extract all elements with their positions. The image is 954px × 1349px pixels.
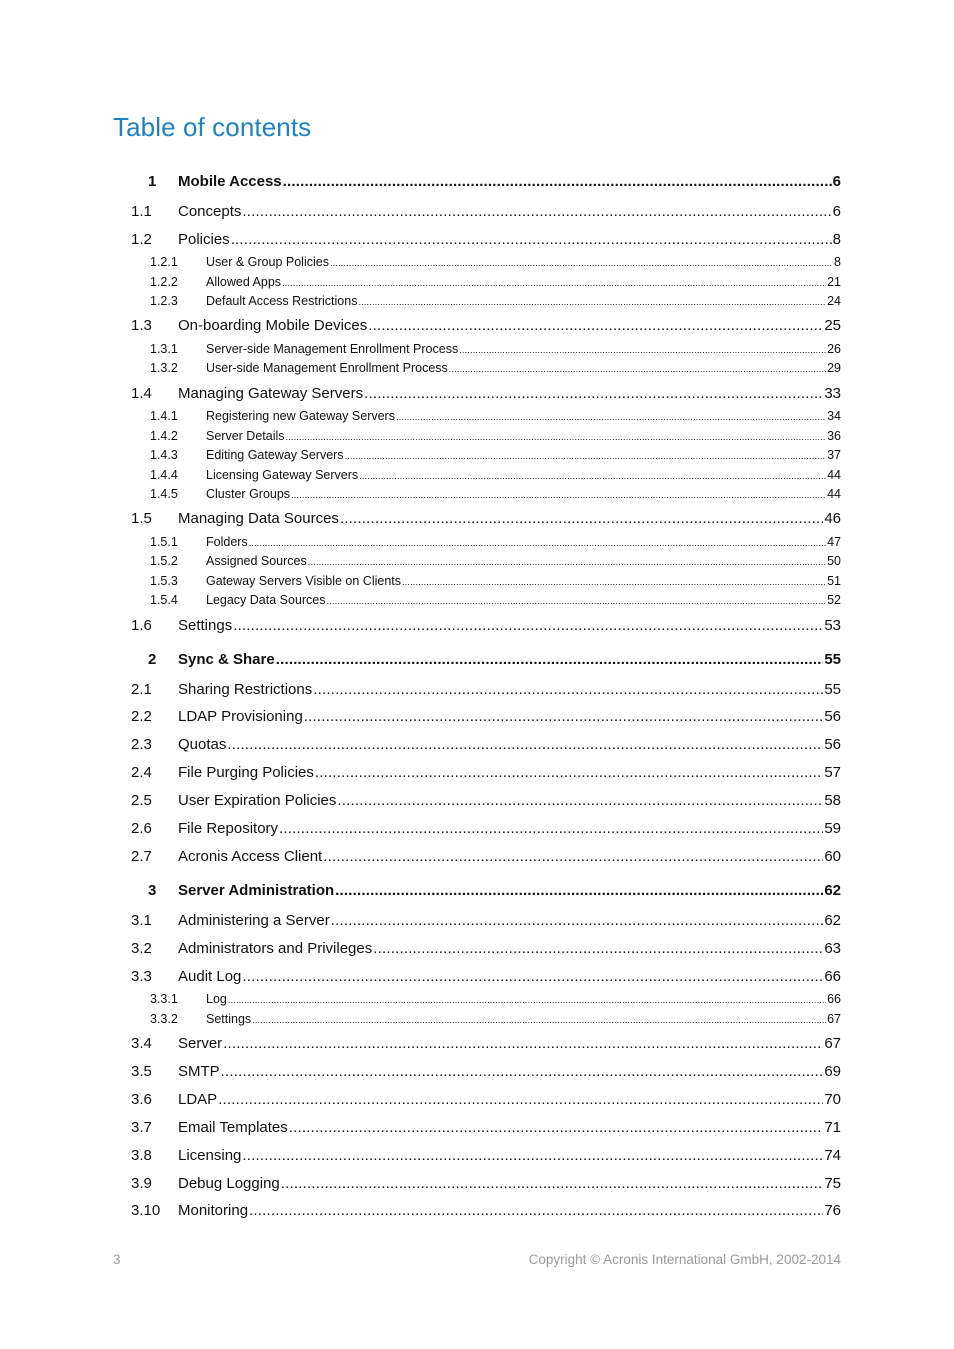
toc-dot-leader [218,1091,823,1108]
toc-entry-line [206,554,841,568]
toc-dot-leader [242,203,831,220]
toc-entry-title: Gateway Servers Visible on Clients [206,574,401,588]
toc-entry-number: 1.4.4 [150,468,178,482]
toc-entry-page: 26 [827,342,841,356]
toc-entry-page: 55 [824,681,841,698]
toc-entry-title: Sync & Share [178,651,275,668]
toc-entry[interactable] [0,275,954,295]
toc-entry[interactable] [0,468,954,488]
toc-entry-page: 75 [824,1175,841,1192]
toc-entry[interactable] [0,409,954,429]
toc-dot-leader [337,792,823,809]
toc-entry[interactable] [0,681,954,701]
toc-entry-title: SMTP [178,1063,220,1080]
toc-entry-title: Mobile Access [178,173,282,190]
toc-entry[interactable] [0,736,954,756]
toc-entry-number: 3.2 [131,940,152,957]
toc-entry-title: User Expiration Policies [178,792,337,809]
toc-dot-leader [304,708,824,725]
toc-entry[interactable] [0,1147,954,1167]
toc-entry-line [206,448,841,462]
toc-entry-number: 1.5.2 [150,554,178,568]
toc-entry-page: 8 [834,255,841,269]
toc-entry-page: 56 [824,708,841,725]
toc-dot-leader [242,1147,823,1164]
toc-entry-page: 74 [824,1147,841,1164]
toc-entry-line [178,1202,841,1219]
toc-entry-title: Managing Data Sources [178,510,339,527]
toc-entry-page: 33 [824,385,841,402]
toc-entry-page: 21 [827,275,841,289]
toc-dot-leader [283,173,832,190]
toc-entry-title: Acronis Access Client [178,848,323,865]
toc-dot-leader [223,1035,823,1052]
toc-entry[interactable] [0,820,954,840]
toc-entry-title: LDAP [178,1091,218,1108]
toc-entry-number: 1.3.1 [150,342,178,356]
toc-entry-number: 3.3.2 [150,1012,178,1026]
toc-entry-title: Administering a Server [178,912,330,929]
toc-entry[interactable] [0,940,954,960]
footer-copyright: Copyright © Acronis International GmbH, 2002-2014 [528,1252,841,1267]
toc-entry-page: 52 [827,593,841,607]
toc-dot-leader [340,510,823,527]
toc-entry-line [178,882,841,899]
toc-entry-title: Cluster Groups [206,487,291,501]
toc-dot-leader [282,278,826,288]
toc-dot-leader [281,1175,824,1192]
toc-entry-title: Monitoring [178,1202,249,1219]
toc-entry-number: 2.1 [131,681,152,698]
toc-entry-title: Server-side Management Enrollment Process [206,342,459,356]
toc-dot-leader [402,577,826,587]
toc-entry-page: 29 [827,361,841,375]
toc-entry-line [178,231,841,248]
toc-entry-title: Allowed Apps [206,275,282,289]
toc-entry[interactable] [0,203,954,223]
toc-entry-title: Concepts [178,203,242,220]
toc-entry-line [178,940,841,957]
toc-entry-page: 47 [827,535,841,549]
toc-entry-title: Legacy Data Sources [206,593,326,607]
toc-entry-title: Folders [206,535,248,549]
toc-entry-page: 66 [827,992,841,1006]
toc-entry-line [178,820,841,837]
toc-entry-number: 2.2 [131,708,152,725]
toc-entry-number: 1.1 [131,203,152,220]
toc-dot-leader [242,968,823,985]
toc-entry-page: 37 [827,448,841,462]
toc-entry-line [206,1012,841,1026]
toc-entry-title: Editing Gateway Servers [206,448,344,462]
toc-entry-page: 51 [827,574,841,588]
toc-entry-page: 24 [827,294,841,308]
toc-entry-line [178,317,841,334]
toc-entry-title: Sharing Restrictions [178,681,313,698]
toc-entry-number: 1.4.3 [150,448,178,462]
toc-entry-title: Debug Logging [178,1175,280,1192]
toc-entry-page: 8 [832,231,841,248]
toc-entry[interactable] [0,1035,954,1055]
toc-entry[interactable] [0,593,954,613]
toc-entry-line [178,968,841,985]
toc-entry-number: 1.6 [131,617,152,634]
toc-entry[interactable] [0,1012,954,1032]
toc-entry-page: 25 [824,317,841,334]
toc-entry-line [206,574,841,588]
toc-entry-number: 3.9 [131,1175,152,1192]
toc-entry-title: Registering new Gateway Servers [206,409,395,423]
toc-entry-line [178,651,841,668]
toc-entry-title: Settings [206,1012,252,1026]
toc-entry[interactable] [0,385,954,405]
toc-dot-leader [449,364,826,374]
toc-entry-number: 2.6 [131,820,152,837]
toc-entry[interactable] [0,448,954,468]
toc-entry-page: 69 [824,1063,841,1080]
toc-entry-line [206,992,841,1006]
toc-entry-title: Log [206,992,227,1006]
toc-entry-number: 3.8 [131,1147,152,1164]
toc-entry-title: Default Access Restrictions [206,294,358,308]
toc-entry[interactable] [0,342,954,362]
toc-entry-number: 3.1 [131,912,152,929]
toc-dot-leader [327,596,827,606]
toc-entry-number: 3.3 [131,968,152,985]
toc-dot-leader [345,451,827,461]
toc-entry-line [178,1091,841,1108]
toc-entry-number: 3.6 [131,1091,152,1108]
toc-entry-line [178,510,841,527]
toc-entry-number: 3.7 [131,1119,152,1136]
toc-entry[interactable] [0,1175,954,1195]
toc-entry[interactable] [0,708,954,728]
toc-dot-leader [279,820,823,837]
toc-entry-title: Policies [178,231,230,248]
toc-dot-leader [252,1015,826,1025]
toc-entry[interactable] [0,1119,954,1139]
toc-entry-line [178,1175,841,1192]
toc-entry-page: 62 [824,882,841,899]
toc-entry-number: 3.4 [131,1035,152,1052]
toc-entry-number: 2.3 [131,736,152,753]
toc-dot-leader [249,538,826,548]
toc-entry-title: User-side Management Enrollment Process [206,361,448,375]
toc-entry[interactable] [0,554,954,574]
toc-entry-line [178,792,841,809]
toc-dot-leader [364,385,823,402]
toc-entry-line [206,535,841,549]
toc-entry-title: Assigned Sources [206,554,307,568]
toc-entry[interactable] [0,535,954,555]
toc-entry[interactable] [0,882,954,902]
toc-entry-number: 3 [148,882,157,899]
toc-dot-leader [227,736,823,753]
toc-entry-title: Licensing Gateway Servers [206,468,359,482]
toc-entry-line [178,1035,841,1052]
toc-entry-number: 1.5.3 [150,574,178,588]
toc-dot-leader [313,681,823,698]
toc-entry-page: 71 [824,1119,841,1136]
toc-entry-page: 58 [824,792,841,809]
toc-entry[interactable] [0,255,954,275]
toc-entry-page: 44 [827,487,841,501]
toc-entry-line [178,764,841,781]
toc-entry-page: 60 [824,848,841,865]
toc-dot-leader [323,848,823,865]
toc-dot-leader [358,297,826,307]
toc-entry-title: Quotas [178,736,227,753]
toc-entry-line [206,429,841,443]
toc-dot-leader [231,231,832,248]
toc-entry-page: 57 [824,764,841,781]
toc-dot-leader [276,651,824,668]
toc-entry-page: 36 [827,429,841,443]
toc-entry-page: 6 [832,173,841,190]
toc-entry-line [206,409,841,423]
toc-entry-line [178,1063,841,1080]
toc-entry[interactable] [0,792,954,812]
toc-entry-line [178,1119,841,1136]
toc-dot-leader [330,258,833,268]
toc-entry-number: 2.4 [131,764,152,781]
footer-page-number: 3 [113,1252,121,1267]
toc-entry-number: 1.5.1 [150,535,178,549]
toc-entry-page: 67 [827,1012,841,1026]
toc-entry-line [206,275,841,289]
toc-entry-number: 1.3.2 [150,361,178,375]
toc-entry-title: Audit Log [178,968,242,985]
toc-entry[interactable] [0,317,954,337]
toc-dot-leader [396,412,826,422]
toc-entry-number: 3.3.1 [150,992,178,1006]
toc-dot-leader [373,940,823,957]
toc-entry-number: 1.4.5 [150,487,178,501]
toc-dot-leader [289,1119,824,1136]
toc-entry-page: 53 [824,617,841,634]
toc-entry-title: Email Templates [178,1119,288,1136]
toc-entry-title: Server Details [206,429,285,443]
toc-entry-page: 70 [824,1091,841,1108]
toc-entry[interactable] [0,1063,954,1083]
toc-entry-page: 66 [824,968,841,985]
toc-dot-leader [228,995,826,1005]
toc-entry-page: 67 [824,1035,841,1052]
toc-dot-leader [291,490,826,500]
toc-entry-number: 2 [148,651,157,668]
toc-entry-number: 3.5 [131,1063,152,1080]
toc-entry-number: 1.4.2 [150,429,178,443]
toc-entry-line [178,736,841,753]
toc-entry-number: 1 [148,173,157,190]
toc-entry-title: Administrators and Privileges [178,940,373,957]
toc-entry-line [206,255,841,269]
toc-entry[interactable] [0,992,954,1012]
toc-entry[interactable] [0,510,954,530]
toc-dot-leader [221,1063,824,1080]
toc-dot-leader [331,912,824,929]
toc-entry-line [206,361,841,375]
toc-entry-number: 1.4 [131,385,152,402]
toc-entry-number: 1.2.2 [150,275,178,289]
toc-entry-page: 59 [824,820,841,837]
toc-entry-title: Licensing [178,1147,242,1164]
toc-entry[interactable] [0,173,954,193]
toc-entry[interactable] [0,361,954,381]
toc-entry-page: 63 [824,940,841,957]
toc-entry[interactable] [0,1091,954,1111]
toc-entry-number: 2.5 [131,792,152,809]
toc-entry-line [206,468,841,482]
toc-entry[interactable] [0,848,954,868]
toc-entry-title: User & Group Policies [206,255,329,269]
toc-entry-title: Server [178,1035,223,1052]
toc-entry-title: File Repository [178,820,279,837]
toc-dot-leader [308,557,826,567]
toc-dot-leader [335,882,823,899]
toc-entry-line [178,173,841,190]
toc-entry-title: Server Administration [178,882,335,899]
toc-entry-number: 1.5 [131,510,152,527]
toc-entry-line [206,487,841,501]
toc-entry-title: Managing Gateway Servers [178,385,364,402]
toc-entry-page: 34 [827,409,841,423]
toc-entry[interactable] [0,651,954,671]
toc-entry[interactable] [0,912,954,932]
toc-entry-number: 1.4.1 [150,409,178,423]
toc-entry-line [178,708,841,725]
toc-dot-leader [368,317,823,334]
toc-entry[interactable] [0,617,954,637]
toc-entry[interactable] [0,487,954,507]
toc-dot-leader [233,617,823,634]
toc-dot-leader [459,345,826,355]
toc-entry-number: 1.5.4 [150,593,178,607]
toc-entry-page: 6 [832,203,841,220]
toc-entry-line [178,912,841,929]
toc-entry-line [178,385,841,402]
toc-entry-title: On-boarding Mobile Devices [178,317,368,334]
toc-entry-number: 1.2 [131,231,152,248]
toc-entry[interactable] [0,231,954,251]
toc-entry-number: 1.2.3 [150,294,178,308]
toc-entry-number: 1.2.1 [150,255,178,269]
toc-entry[interactable] [0,764,954,784]
toc-entry[interactable] [0,294,954,314]
toc-dot-leader [249,1202,823,1219]
toc-entry-page: 50 [827,554,841,568]
toc-entry-page: 55 [824,651,841,668]
toc-entry-line [206,593,841,607]
toc-entry-line [178,681,841,698]
toc-entry-page: 56 [824,736,841,753]
toc-dot-leader [359,471,826,481]
toc-entry[interactable] [0,968,954,988]
toc-entry-line [206,294,841,308]
toc-entry-title: Settings [178,617,233,634]
toc-entry-line [178,1147,841,1164]
toc-entry-line [206,342,841,356]
toc-entry[interactable] [0,574,954,594]
toc-entry-title: File Purging Policies [178,764,314,781]
toc-entry-number: 1.3 [131,317,152,334]
toc-entry-page: 62 [824,912,841,929]
toc-entry-line [178,203,841,220]
toc-title: Table of contents [113,112,312,142]
toc-entry-title: LDAP Provisioning [178,708,303,725]
toc-entry-line [178,848,841,865]
toc-entry-page: 76 [824,1202,841,1219]
toc-entry[interactable] [0,429,954,449]
toc-entry-page: 46 [824,510,841,527]
toc-dot-leader [286,432,827,442]
toc-entry-number: 2.7 [131,848,152,865]
toc-entry-page: 44 [827,468,841,482]
toc-entry-number: 3.10 [131,1202,161,1219]
toc-entry-line [178,617,841,634]
toc-dot-leader [315,764,823,781]
toc-entry[interactable] [0,1202,954,1222]
